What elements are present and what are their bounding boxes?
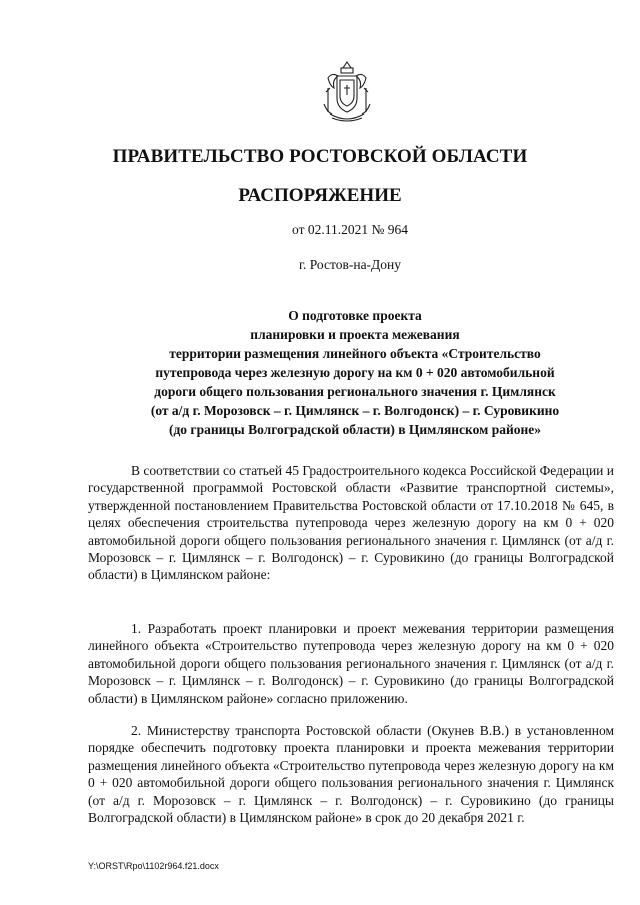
item-2-paragraph bbox=[88, 722, 614, 826]
subject-line: путепровода через железную дорогу на км 0 + 020 автомобильной bbox=[155, 365, 555, 380]
subject-line: территории размещения линейного объекта «Строительство bbox=[169, 346, 541, 361]
date-number: от 02.11.2021 № 964 bbox=[292, 222, 408, 237]
preamble-text: В соответствии со статьей 45 Градостроительного кодекса Российской Федерации и государственной программой Ростовской области «Развитие транспортной системы», утвержденной постановлением Правительства Ростовской области от 17.10.2018 № 645, в целях обеспечения строительства путепровода через железную дорогу на км 0 + 020 автомобильной дороги общего пользования регионального значения г. Цимлянск (от а/д г. Морозовск – г. Цимлянск – г. Волгодонск) – г. Суровикино (до границы Волгоградской области) в Цимлянском районе: bbox=[88, 463, 614, 583]
coat-of-arms-emblem bbox=[318, 58, 376, 126]
subject-line: (до границы Волгоградской области) в Цимлянском районе» bbox=[168, 422, 541, 437]
document-type: РАСПОРЯЖЕНИЕ bbox=[238, 185, 402, 206]
city: г. Ростов-на-Дону bbox=[298, 257, 401, 272]
item-2-text: 2. Министерству транспорта Ростовской области (Окунев В.В.) в установленном порядке обеспечить подготовку проекта планировки и проекта межевания территории размещения линейного объекта «Строительство путепровода через железную дорогу на км 0 + 020 автомобильной дороги общего пользования регионального значения г. Цимлянск (от а/д г. Морозовск – г. Цимлянск – г. Волгодонск) – г. Суровикино (до границы Волгоградской области) в Цимлянском районе» в срок до 20 декабря 2021 г. bbox=[88, 723, 614, 826]
subject-line: дороги общего пользования регионального значения г. Цимлянск bbox=[154, 384, 556, 399]
subject-line: планировки и проекта межевания bbox=[250, 327, 460, 342]
item-1-paragraph bbox=[88, 620, 614, 707]
item-1-text: 1. Разработать проект планировки и проект межевания территории размещения линейного объекта «Строительство путепровода через железную дорогу на км 0 + 020 автомобильной дороги общего пользования регионального значения г. Цимлянск (от а/д г. Морозовск – г. Цимлянск – г. Волгодонск) – г. Суровикино (до границы Волгоградской области) в Цимлянском районе» согласно приложению. bbox=[88, 621, 614, 706]
preamble-paragraph bbox=[88, 462, 614, 584]
government-title: ПРАВИТЕЛЬСТВО РОСТОВСКОЙ ОБЛАСТИ bbox=[112, 146, 528, 167]
subject-line: (от а/д г. Морозовск – г. Цимлянск – г. Волгодонск) – г. Суровикино bbox=[150, 403, 560, 418]
subject-line: О подготовке проекта bbox=[288, 308, 422, 323]
document-subject bbox=[80, 306, 630, 439]
file-path-footer: Y:\ORST\Rpo\1102r964.f21.docx bbox=[88, 861, 219, 871]
